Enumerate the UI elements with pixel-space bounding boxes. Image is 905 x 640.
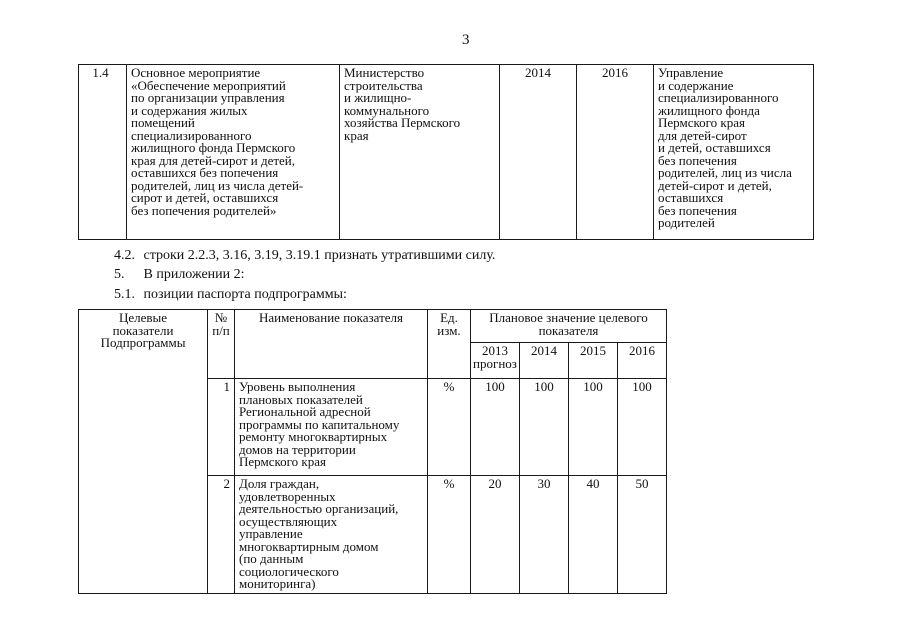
value-cell: 30 bbox=[520, 476, 569, 594]
unit-header-cell: Ед. изм. bbox=[428, 310, 471, 379]
number-header-cell: № п/п bbox=[208, 310, 235, 379]
value-cell: 100 bbox=[618, 379, 667, 476]
paragraph-number: 5. bbox=[114, 267, 125, 282]
indicators-table bbox=[78, 309, 667, 594]
indicators-header-cell: Целевые показатели Подпрограммы bbox=[79, 310, 208, 594]
year-header-cell: 2014 bbox=[520, 343, 569, 379]
value-cell: 100 bbox=[471, 379, 520, 476]
value-cell: 50 bbox=[618, 476, 667, 594]
paragraph-number: 5.1. bbox=[114, 287, 135, 302]
value-cell: 40 bbox=[569, 476, 618, 594]
paragraph-text: строки 2.2.3, 3.16, 3.19, 3.19.1 признать утратившими силу. bbox=[143, 248, 496, 263]
executor-cell: Министерство строительства и жилищно- коммунального хозяйства Пермского края bbox=[340, 65, 500, 240]
start-year-cell: 2014 bbox=[500, 65, 577, 240]
activity-table bbox=[78, 64, 814, 240]
value-cell: 20 bbox=[471, 476, 520, 594]
value-cell: 100 bbox=[569, 379, 618, 476]
unit-cell: % bbox=[428, 476, 471, 594]
page-number: 3 bbox=[462, 32, 470, 48]
paragraph-5-1 bbox=[114, 287, 347, 303]
table-row bbox=[79, 65, 814, 240]
unit-cell: % bbox=[428, 379, 471, 476]
paragraph-4-2 bbox=[114, 248, 495, 264]
year-header-cell: 2015 bbox=[569, 343, 618, 379]
activity-name-cell: Основное мероприятие «Обеспечение мероприятий по организации управления и содержания жилых помещений специализированного жилищного фонда Пермского края для детей-сирот и детей, оставшихся без попечения родителей, лиц из числа детей- сирот и детей, оставшихся без попечения родителей» bbox=[127, 65, 340, 240]
paragraph-text: В приложении 2: bbox=[143, 267, 245, 282]
year-header-cell: 2016 bbox=[618, 343, 667, 379]
year-header-cell: 2013 прогноз bbox=[471, 343, 520, 379]
name-header-cell: Наименование показателя bbox=[235, 310, 428, 379]
plan-header-cell: Плановое значение целевого показателя bbox=[471, 310, 667, 343]
paragraph-text: позиции паспорта подпрограммы: bbox=[143, 287, 347, 302]
paragraph-number: 4.2. bbox=[114, 248, 135, 263]
indicator-name-cell: Доля граждан, удовлетворенных деятельностью организаций, осуществляющих управление многоквартирным домом (по данным социологического мониторинга) bbox=[235, 476, 428, 594]
row-number-cell: 2 bbox=[208, 476, 235, 594]
paragraph-5 bbox=[114, 267, 245, 283]
indicator-name-cell: Уровень выполнения плановых показателей Региональной адресной программы по капитальному ремонту многоквартирных домов на территории Пермского края bbox=[235, 379, 428, 476]
expected-result-cell: Управление и содержание специализированного жилищного фонда Пермского края для детей-сирот и детей, оставшихся без попечения родителей, лиц из числа детей-сирот и детей, оставшихся без попечения родителей bbox=[654, 65, 814, 240]
row-number-cell: 1 bbox=[208, 379, 235, 476]
end-year-cell: 2016 bbox=[577, 65, 654, 240]
value-cell: 100 bbox=[520, 379, 569, 476]
row-number-cell: 1.4 bbox=[79, 65, 127, 240]
header-row bbox=[79, 310, 667, 343]
